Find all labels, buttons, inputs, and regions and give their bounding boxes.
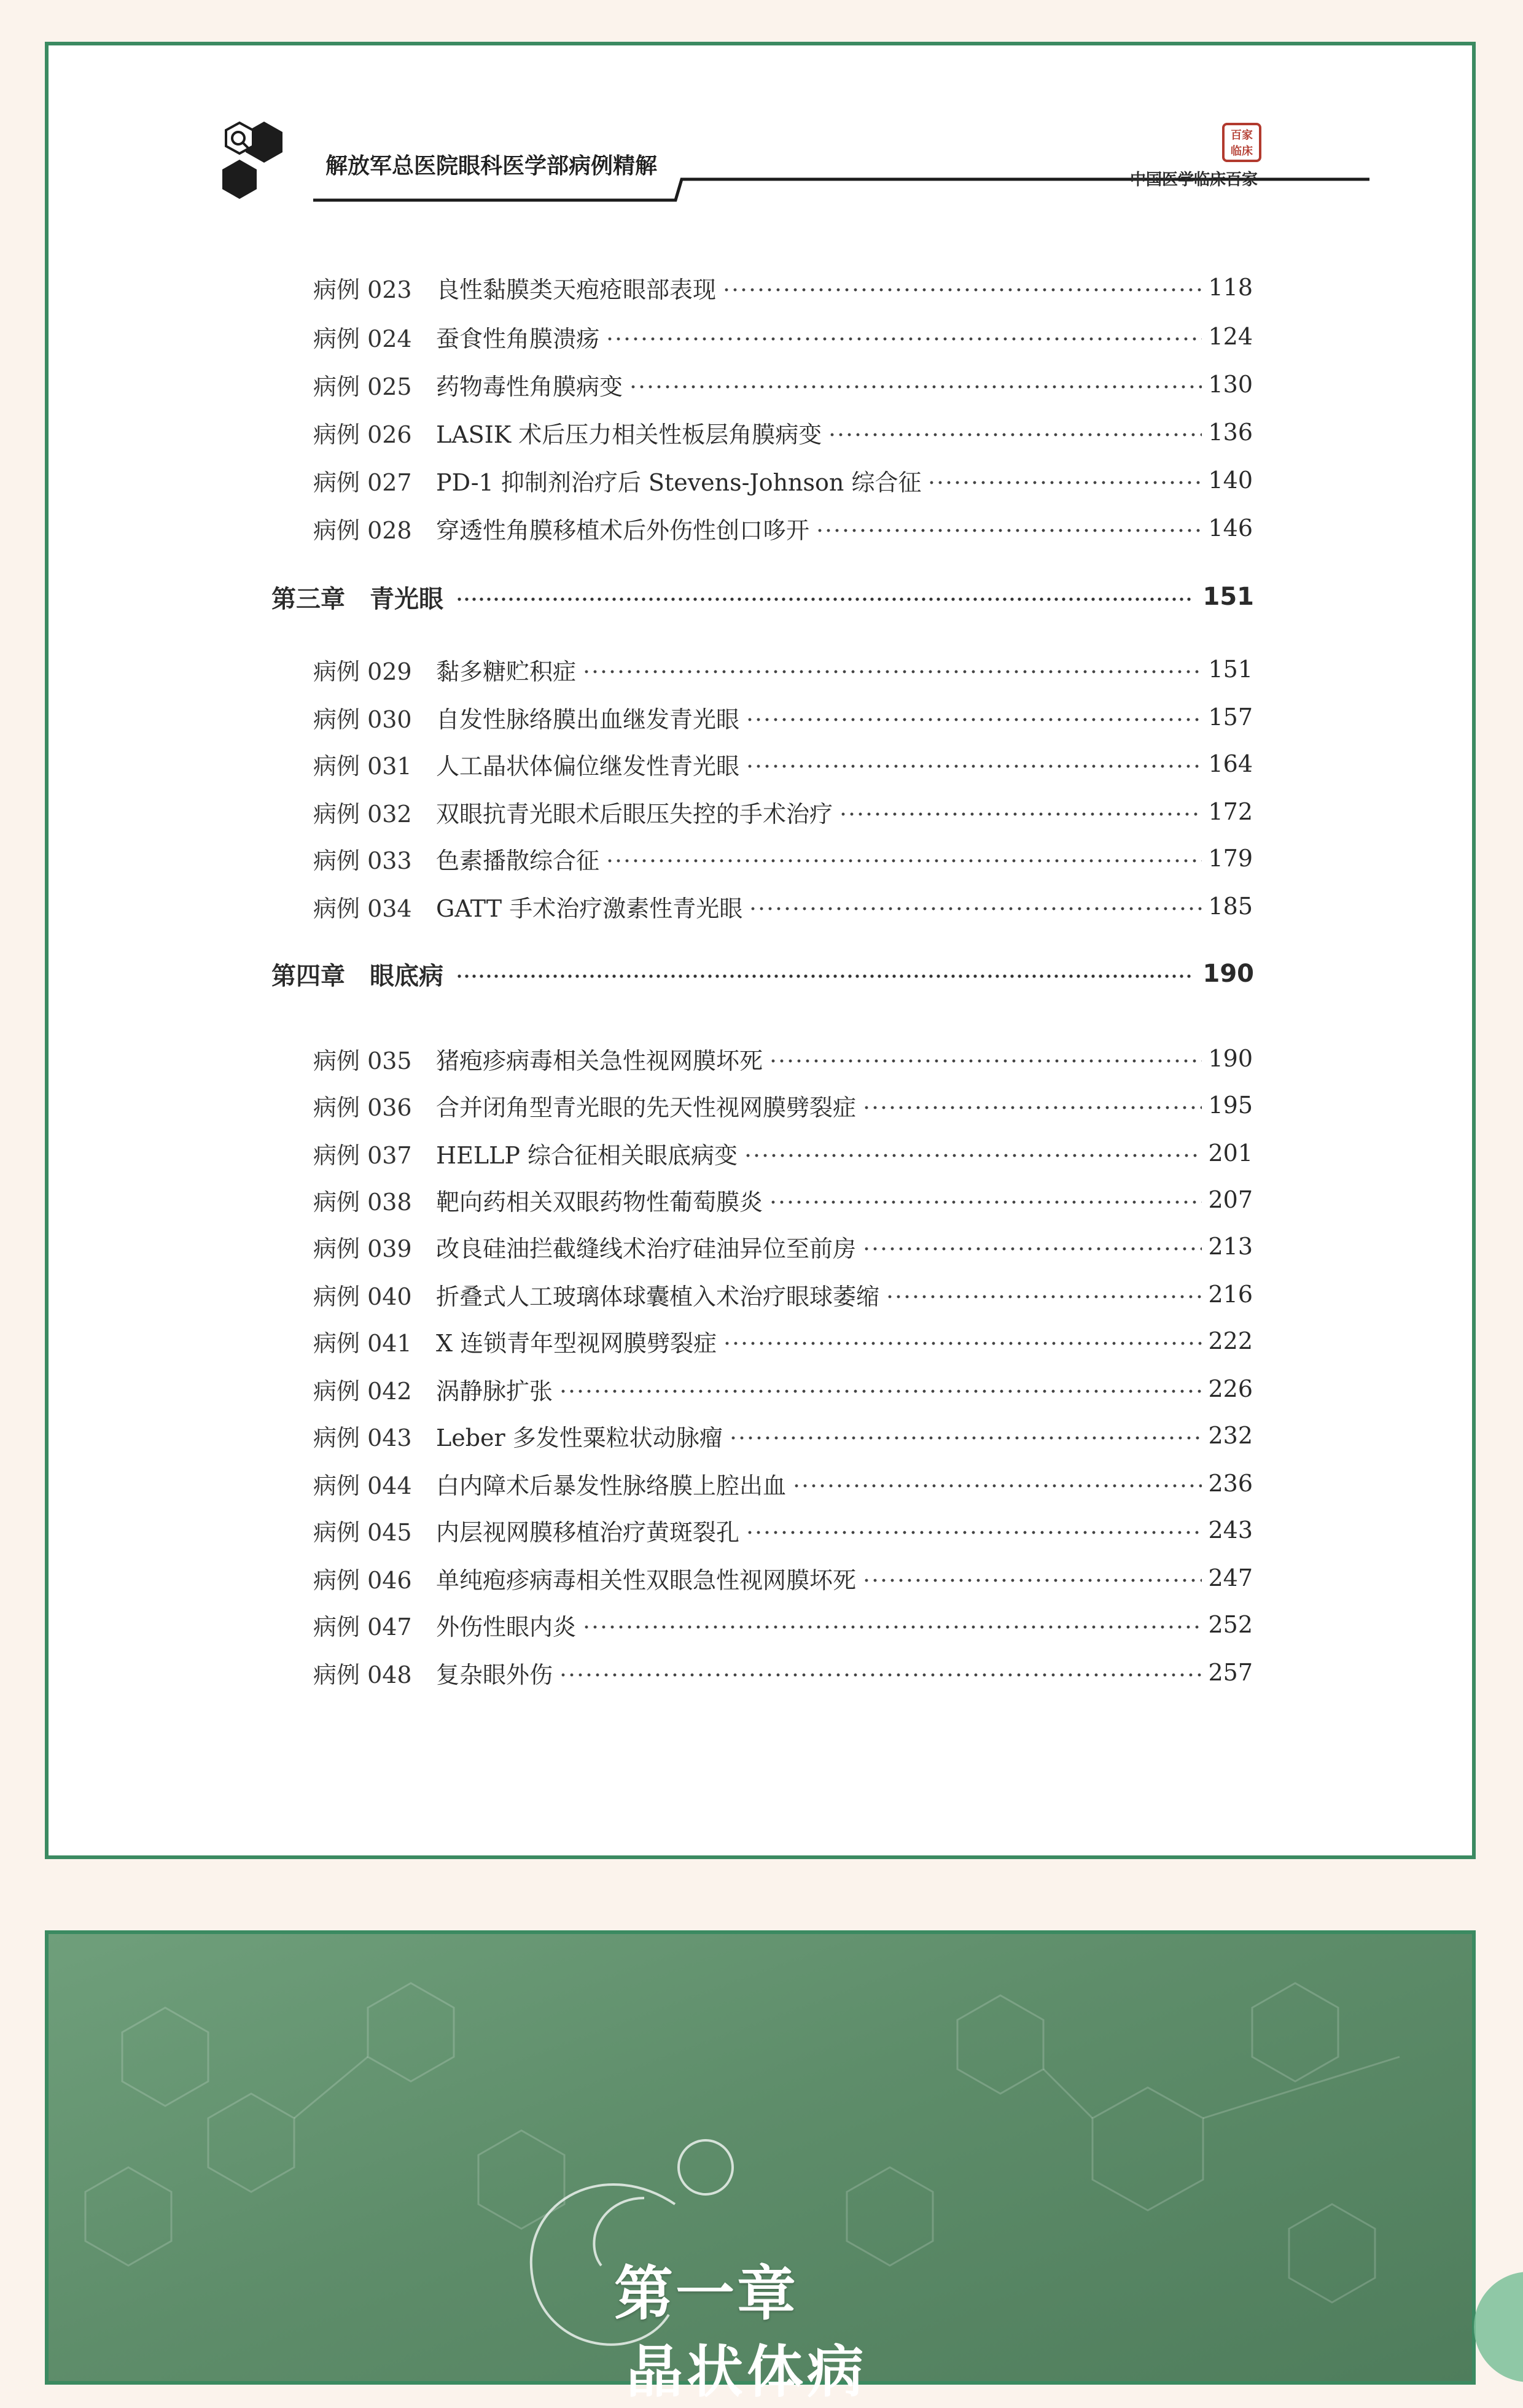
- case-number: 病例 026: [313, 421, 412, 448]
- leader-dots: [862, 1106, 1202, 1109]
- chapter-title: 眼底病: [370, 961, 443, 990]
- leader-dots: [746, 718, 1202, 721]
- page-number: 136: [1208, 419, 1253, 446]
- toc-entry[interactable]: [313, 1088, 1253, 1122]
- toc-entry[interactable]: [313, 700, 1253, 734]
- toc-entry[interactable]: [313, 367, 1253, 402]
- case-title: HELLP 综合征相关眼底病变: [436, 1141, 738, 1169]
- chapter-heading-3[interactable]: [271, 578, 1254, 615]
- case-number: 病例 032: [313, 800, 412, 828]
- case-title: 内层视网膜移植治疗黄斑裂孔: [436, 1518, 740, 1546]
- leader-dots: [629, 385, 1202, 389]
- page-number: 213: [1208, 1233, 1253, 1260]
- leader-dots: [792, 1484, 1202, 1488]
- toc-entry[interactable]: [313, 463, 1253, 497]
- toc-entry[interactable]: [313, 1229, 1253, 1264]
- page-number: 151: [1208, 656, 1253, 683]
- case-number: 病例 040: [313, 1283, 412, 1310]
- chapter-heading-4[interactable]: [271, 955, 1254, 992]
- leader-dots: [744, 1154, 1202, 1157]
- case-number: 病例 048: [313, 1661, 412, 1688]
- case-number: 病例 046: [313, 1566, 412, 1594]
- leader-dots: [886, 1295, 1202, 1299]
- page-number: 124: [1208, 323, 1253, 350]
- page-header: [221, 80, 1265, 203]
- leader-dots: [582, 1625, 1202, 1629]
- page-number: 207: [1208, 1186, 1253, 1213]
- leader-dots: [862, 1247, 1202, 1251]
- case-title: 白内障术后暴发性脉络膜上腔出血: [436, 1472, 787, 1499]
- toc-entry[interactable]: [313, 1136, 1253, 1170]
- toc-entry[interactable]: [313, 415, 1253, 449]
- case-number: 病例 033: [313, 847, 412, 874]
- toc-entry[interactable]: [313, 1277, 1253, 1311]
- case-title: 猪疱疹病毒相关急性视网膜坏死: [436, 1047, 763, 1074]
- toc-entry[interactable]: [313, 1372, 1253, 1406]
- leader-dots: [927, 481, 1202, 484]
- case-number: 病例 036: [313, 1093, 412, 1121]
- case-number: 病例 023: [313, 276, 412, 303]
- leader-dots: [749, 907, 1202, 911]
- page-number: 151: [1202, 583, 1254, 611]
- case-number: 病例 028: [313, 516, 412, 544]
- leader-dots: [606, 337, 1202, 341]
- case-title: 改良硅油拦截缝线术治疗硅油异位至前房: [436, 1235, 857, 1262]
- book-title: 解放军总医院眼科医学部病例精解: [325, 153, 658, 179]
- leader-dots: [862, 1579, 1202, 1582]
- case-number: 病例 029: [313, 658, 412, 685]
- toc-entry[interactable]: [313, 1513, 1253, 1547]
- page-number: 243: [1208, 1517, 1253, 1544]
- page-number: 130: [1208, 371, 1253, 398]
- page-number: 222: [1208, 1327, 1253, 1354]
- case-title: 合并闭角型青光眼的先天性视网膜劈裂症: [436, 1093, 857, 1121]
- hexagon-logo-icon: [221, 117, 307, 203]
- leader-dots: [839, 812, 1202, 816]
- case-title: LASIK 术后压力相关性板层角膜病变: [436, 421, 822, 448]
- case-title: 双眼抗青光眼术后眼压失控的手术治疗: [436, 800, 833, 828]
- leader-dots: [722, 288, 1202, 292]
- leader-dots: [746, 764, 1202, 768]
- page-number: 185: [1208, 893, 1253, 920]
- chapter-number: 第三章: [271, 585, 345, 613]
- page-number: 190: [1202, 960, 1254, 988]
- decorative-circle: [1474, 2272, 1523, 2382]
- page-number: 179: [1208, 845, 1253, 872]
- case-title: 人工晶状体偏位继发性青光眼: [436, 752, 740, 780]
- chapter-title: 青光眼: [370, 585, 443, 613]
- case-title: 蚕食性角膜溃疡: [436, 325, 600, 352]
- page-number: 247: [1208, 1564, 1253, 1591]
- leader-dots: [456, 597, 1191, 601]
- case-number: 病例 039: [313, 1235, 412, 1262]
- case-title: 自发性脉络膜出血继发青光眼: [436, 705, 740, 733]
- page-number: 140: [1208, 467, 1253, 494]
- toc-entry[interactable]: [313, 794, 1253, 829]
- toc-entry[interactable]: [313, 1418, 1253, 1453]
- toc-entry[interactable]: [313, 1324, 1253, 1358]
- leader-dots: [828, 433, 1202, 437]
- leader-dots: [816, 529, 1202, 532]
- case-title: 靶向药相关双眼药物性葡萄膜炎: [436, 1188, 763, 1216]
- case-number: 病例 038: [313, 1188, 412, 1216]
- page-number: 252: [1208, 1611, 1253, 1638]
- case-number: 病例 024: [313, 325, 412, 352]
- case-number: 病例 035: [313, 1047, 412, 1074]
- case-title: 良性黏膜类天疱疮眼部表现: [436, 276, 717, 303]
- case-title: 外伤性眼内炎: [436, 1613, 577, 1641]
- toc-entry[interactable]: [313, 1655, 1253, 1690]
- case-number: 病例 045: [313, 1518, 412, 1546]
- page-number: 118: [1208, 274, 1253, 301]
- case-title: 色素播散综合征: [436, 847, 600, 874]
- toc-entry[interactable]: [313, 1561, 1253, 1595]
- toc-entry[interactable]: [313, 1607, 1253, 1642]
- leader-dots: [729, 1436, 1202, 1440]
- toc-entry[interactable]: [313, 747, 1253, 781]
- leader-dots: [746, 1531, 1202, 1534]
- leader-dots: [769, 1200, 1202, 1204]
- chapter-cover-title: 第一章: [614, 2259, 798, 2328]
- chapter-number: 第四章: [271, 961, 345, 990]
- case-number: 病例 042: [313, 1377, 412, 1405]
- toc-entry[interactable]: [313, 319, 1253, 354]
- page-number: 226: [1208, 1375, 1253, 1402]
- leader-dots: [606, 859, 1202, 863]
- case-number: 病例 031: [313, 752, 412, 780]
- case-number: 病例 047: [313, 1613, 412, 1641]
- series-name: 中国医学临床百家: [1130, 171, 1258, 189]
- seal-logo: 百家 临床: [1222, 123, 1261, 162]
- chapter-cover-subtitle: 晶状体病: [626, 2339, 868, 2405]
- case-number: 病例 025: [313, 373, 412, 400]
- page-number: 216: [1208, 1281, 1253, 1308]
- toc-entry[interactable]: [313, 1183, 1253, 1217]
- leader-dots: [769, 1059, 1202, 1063]
- case-number: 病例 027: [313, 468, 412, 496]
- leader-dots: [559, 1673, 1202, 1677]
- toc-entry[interactable]: [313, 1466, 1253, 1501]
- case-title: 药物毒性角膜病变: [436, 373, 623, 400]
- case-title: 穿透性角膜移植术后外伤性创口哆开: [436, 516, 810, 544]
- case-number: 病例 044: [313, 1472, 412, 1499]
- page-number: 146: [1208, 515, 1253, 542]
- toc-entry[interactable]: [313, 270, 1253, 305]
- page-number: 201: [1208, 1140, 1253, 1167]
- case-number: 病例 037: [313, 1141, 412, 1169]
- case-title: 单纯疱疹病毒相关性双眼急性视网膜坏死: [436, 1566, 857, 1594]
- case-title: 黏多糖贮积症: [436, 658, 577, 685]
- case-title: X 连锁青年型视网膜劈裂症: [436, 1329, 717, 1357]
- case-title: Leber 多发性粟粒状动脉瘤: [436, 1424, 723, 1451]
- leader-dots: [723, 1342, 1202, 1345]
- leader-dots: [582, 670, 1202, 674]
- toc-entry[interactable]: [313, 511, 1253, 545]
- page-number: 257: [1208, 1659, 1253, 1686]
- page-number: 190: [1208, 1045, 1253, 1072]
- case-number: 病例 030: [313, 705, 412, 733]
- case-title: 折叠式人工玻璃体球囊植入术治疗眼球萎缩: [436, 1283, 880, 1310]
- page-number: 195: [1208, 1092, 1253, 1119]
- page-number: 157: [1208, 704, 1253, 731]
- toc-entry[interactable]: [313, 889, 1253, 923]
- case-title: 复杂眼外伤: [436, 1661, 553, 1688]
- page-number: 236: [1208, 1470, 1253, 1497]
- toc-entry[interactable]: [313, 652, 1253, 686]
- case-number: 病例 043: [313, 1424, 412, 1451]
- page-number: 232: [1208, 1422, 1253, 1449]
- case-title: PD-1 抑制剂治疗后 Stevens-Johnson 综合征: [436, 468, 922, 496]
- page-number: 172: [1208, 798, 1253, 825]
- page-number: 164: [1208, 750, 1253, 777]
- case-number: 病例 034: [313, 895, 412, 922]
- case-title: 涡静脉扩张: [436, 1377, 553, 1405]
- leader-dots: [559, 1389, 1202, 1393]
- toc-entry[interactable]: [313, 1041, 1253, 1076]
- case-title: GATT 手术治疗激素性青光眼: [436, 895, 743, 922]
- case-number: 病例 041: [313, 1329, 412, 1357]
- leader-dots: [456, 974, 1191, 978]
- toc-entry[interactable]: [313, 841, 1253, 876]
